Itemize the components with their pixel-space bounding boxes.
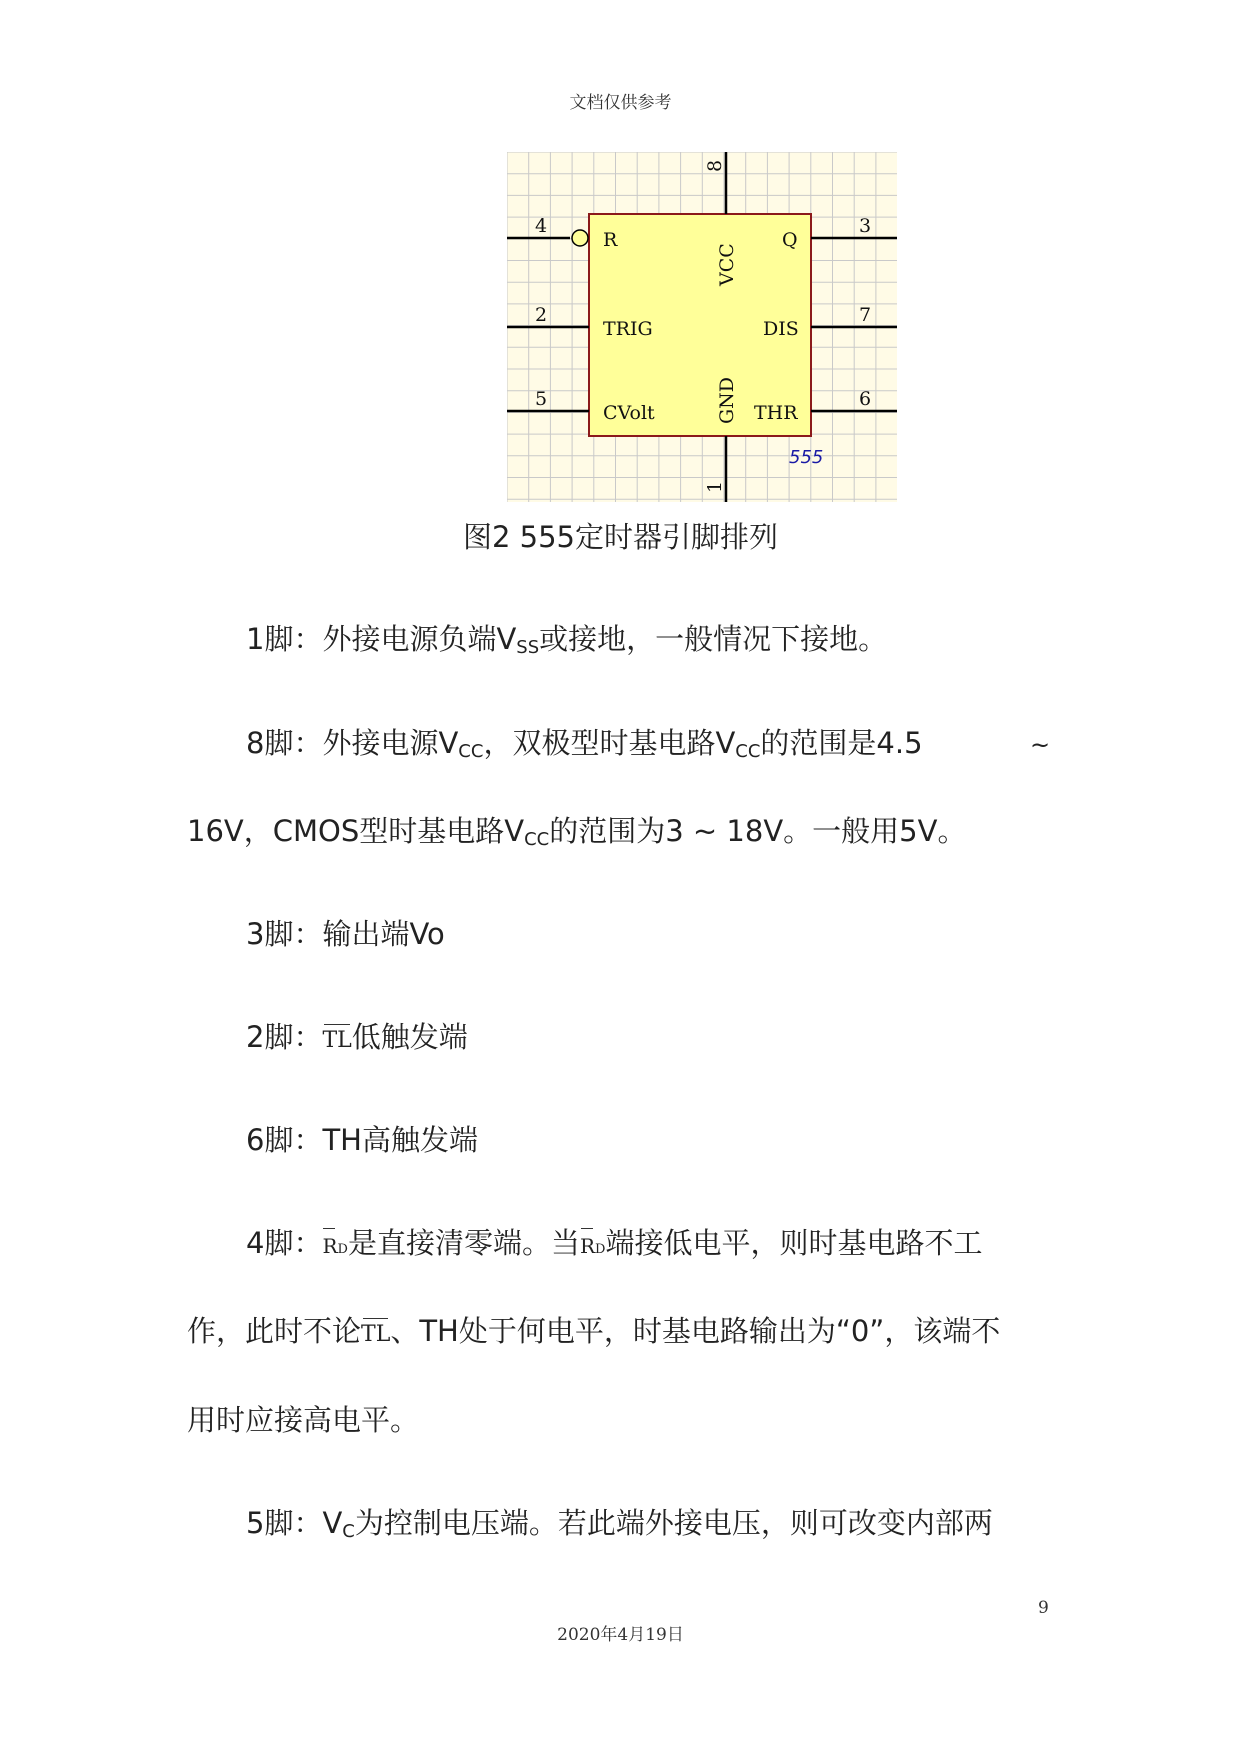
- page-footer-date: 2020年4月19日: [557, 1625, 684, 1645]
- pin-cvolt-name: CVolt: [603, 402, 655, 424]
- pin-6-number: 6: [859, 388, 872, 410]
- para-pin8-text-c: 的范围是4.5: [760, 726, 923, 760]
- rd-symbol-1-sub: D: [337, 1242, 348, 1257]
- para-pin5-text-a: 5脚：V: [246, 1506, 343, 1540]
- para-pin8-sub1: CC: [458, 741, 484, 762]
- para-pin4-text-e: 、TH处于何电平，时基电路输出为“0”，该端不: [390, 1314, 1001, 1348]
- rd-symbol-1: [322, 1226, 348, 1270]
- para-pin5-sub: C: [342, 1521, 355, 1542]
- para-pin1-text-a: 1脚：外接电源负端V: [246, 622, 517, 656]
- para-pin8-line2: [187, 811, 966, 860]
- para-pin1-sub: SS: [516, 637, 540, 658]
- para-pin8-text-e: 的范围为3 ~ 18V。一般用5V。: [549, 814, 967, 848]
- para-pin3: 3脚：输出端Vo: [246, 917, 445, 951]
- chip-label: 555: [789, 447, 824, 468]
- para-pin8-sub2: CC: [735, 741, 761, 762]
- tl-overline-symbol: TL: [322, 1021, 351, 1061]
- tl-overline-symbol-2: TL: [361, 1315, 390, 1355]
- para-pin1-text-b: 或接地，一般情况下接地。: [539, 622, 888, 656]
- pin-q-name: Q: [782, 229, 798, 251]
- para-pin4-text-a: 4脚：: [246, 1226, 323, 1260]
- para-pin8-text-d: 16V，CMOS型时基电路V: [187, 814, 525, 848]
- pin-7-number: 7: [859, 304, 872, 326]
- rd-symbol-1-main: R: [322, 1234, 338, 1258]
- para-pin8-text-a: 8脚：外接电源V: [246, 726, 459, 760]
- pin-gnd-name: GND: [716, 376, 738, 424]
- para-pin4-line3: 用时应接高电平。: [187, 1403, 420, 1437]
- pin-3-number: 3: [859, 215, 872, 237]
- para-pin8-line1: [246, 723, 923, 772]
- para-pin6: 6脚：TH高触发端: [246, 1123, 478, 1157]
- pin-8-number: 8: [704, 159, 726, 172]
- rd-symbol-2: [580, 1226, 606, 1270]
- rd-symbol-2-sub: D: [595, 1242, 606, 1257]
- para-pin4-line1: [246, 1223, 982, 1270]
- para-pin4-text-c: 端接低电平，则时基电路不工: [605, 1226, 983, 1260]
- para-pin2: [246, 1017, 468, 1061]
- para-pin4-text-b: 是直接清零端。当: [347, 1226, 580, 1260]
- page-header: 文档仅供参考: [569, 93, 672, 113]
- pin-r-name: R: [603, 229, 618, 251]
- para-pin8-sub3: CC: [524, 829, 550, 850]
- para-pin4-text-d: 作，此时不论: [187, 1314, 362, 1348]
- para-pin8-text-b: ，双极型时基电路V: [483, 726, 736, 760]
- pin-vcc-name: VCC: [716, 243, 738, 286]
- pin-1-number: 1: [704, 480, 726, 493]
- rd-symbol-2-main: R: [579, 1234, 596, 1258]
- para-pin8-tilde: ~: [1030, 731, 1051, 759]
- pin-2-number: 2: [535, 304, 548, 326]
- pin-4-number: 4: [535, 215, 548, 237]
- pin-diagram: [507, 152, 897, 502]
- pin-5-number: 5: [535, 388, 548, 410]
- figure-caption: 图2 555定时器引脚排列: [462, 520, 779, 554]
- page-number: 9: [1038, 1598, 1049, 1618]
- para-pin5-text-b: 为控制电压端。若此端外接电压，则可改变内部两: [354, 1506, 993, 1540]
- para-pin4-line2: [187, 1311, 1000, 1355]
- pin-dis-name: DIS: [763, 318, 799, 340]
- pin-4-inversion-bubble: [572, 230, 588, 246]
- para-pin1: [246, 619, 887, 668]
- pin-thr-name: THR: [754, 402, 798, 424]
- para-pin2-text-a: 2脚：: [246, 1020, 323, 1054]
- para-pin2-text-b: 低触发端: [351, 1020, 468, 1054]
- para-pin5: [246, 1503, 993, 1552]
- pin-trig-name: TRIG: [603, 318, 653, 340]
